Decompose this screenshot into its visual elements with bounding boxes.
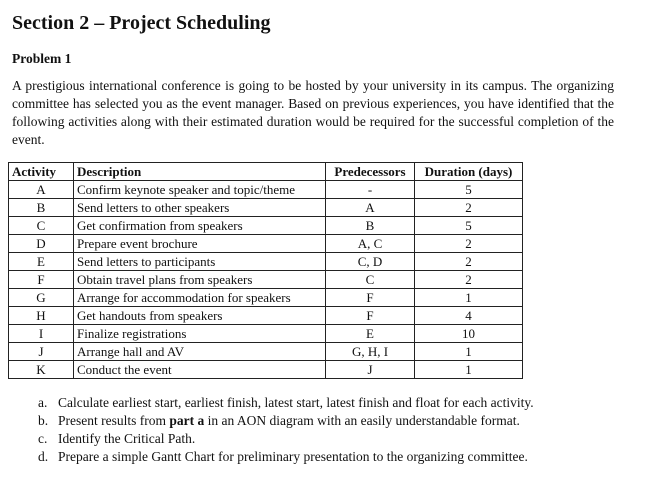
task-text-bold: part a	[169, 413, 205, 428]
cell-duration: 5	[415, 217, 523, 235]
table-row	[9, 325, 523, 343]
task-item	[38, 448, 534, 466]
table-row	[9, 289, 523, 307]
cell-predecessors: A	[326, 199, 415, 217]
cell-description: Send letters to other speakers	[74, 199, 326, 217]
cell-activity: B	[9, 199, 74, 217]
section-title: Section 2 – Project Scheduling	[12, 12, 271, 34]
table-row	[9, 217, 523, 235]
cell-description: Get confirmation from speakers	[74, 217, 326, 235]
table-row	[9, 271, 523, 289]
cell-predecessors: -	[326, 181, 415, 199]
cell-duration: 1	[415, 361, 523, 379]
table-row	[9, 361, 523, 379]
activities-table	[8, 162, 523, 379]
task-text: Prepare a simple Gantt Chart for preliminary presentation to the organizing committee.	[58, 449, 528, 464]
table-row	[9, 181, 523, 199]
cell-description: Finalize registrations	[74, 325, 326, 343]
cell-description: Conduct the event	[74, 361, 326, 379]
header-predecessors: Predecessors	[326, 163, 415, 181]
cell-predecessors: J	[326, 361, 415, 379]
cell-description: Send letters to participants	[74, 253, 326, 271]
header-duration: Duration (days)	[415, 163, 523, 181]
cell-duration: 5	[415, 181, 523, 199]
task-item	[38, 430, 534, 448]
cell-duration: 1	[415, 343, 523, 361]
cell-duration: 2	[415, 235, 523, 253]
cell-predecessors: A, C	[326, 235, 415, 253]
cell-duration: 4	[415, 307, 523, 325]
intro-paragraph: A prestigious international conference is going to be hosted by your university in its campus. The organizing committee has selected you as the event manager. Based on previous experiences, you have identified that the following activities along with their estimated duration would be required for the successful completion of the event.	[12, 78, 614, 147]
task-text-after: in an AON diagram with an easily understandable format.	[204, 413, 520, 428]
header-description: Description	[74, 163, 326, 181]
table-row	[9, 343, 523, 361]
cell-description: Arrange hall and AV	[74, 343, 326, 361]
cell-duration: 2	[415, 253, 523, 271]
task-text: Identify the Critical Path.	[58, 431, 196, 446]
task-text: Calculate earliest start, earliest finish, latest start, latest finish and float for each activity.	[58, 395, 534, 410]
task-item	[38, 412, 534, 430]
task-marker: a.	[38, 395, 48, 410]
cell-activity: G	[9, 289, 74, 307]
problem-title: Problem 1	[12, 51, 72, 66]
task-marker: b.	[38, 413, 49, 428]
cell-duration: 10	[415, 325, 523, 343]
table-row	[9, 199, 523, 217]
cell-predecessors: C	[326, 271, 415, 289]
cell-activity: D	[9, 235, 74, 253]
task-marker: d.	[38, 449, 49, 464]
task-marker: c.	[38, 431, 48, 446]
cell-duration: 2	[415, 199, 523, 217]
header-activity: Activity	[9, 163, 74, 181]
table-row	[9, 307, 523, 325]
task-list	[38, 394, 534, 466]
task-item	[38, 394, 534, 412]
cell-description: Obtain travel plans from speakers	[74, 271, 326, 289]
cell-description: Confirm keynote speaker and topic/theme	[74, 181, 326, 199]
cell-duration: 2	[415, 271, 523, 289]
cell-predecessors: B	[326, 217, 415, 235]
cell-description: Prepare event brochure	[74, 235, 326, 253]
cell-predecessors: F	[326, 307, 415, 325]
cell-activity: J	[9, 343, 74, 361]
cell-description: Arrange for accommodation for speakers	[74, 289, 326, 307]
cell-activity: E	[9, 253, 74, 271]
cell-activity: I	[9, 325, 74, 343]
table-row	[9, 235, 523, 253]
cell-activity: H	[9, 307, 74, 325]
cell-predecessors: E	[326, 325, 415, 343]
table-row	[9, 253, 523, 271]
cell-activity: A	[9, 181, 74, 199]
cell-duration: 1	[415, 289, 523, 307]
cell-predecessors: F	[326, 289, 415, 307]
table-header-row	[9, 163, 523, 181]
cell-activity: K	[9, 361, 74, 379]
cell-description: Get handouts from speakers	[74, 307, 326, 325]
cell-predecessors: G, H, I	[326, 343, 415, 361]
cell-activity: F	[9, 271, 74, 289]
cell-predecessors: C, D	[326, 253, 415, 271]
task-text-before: Present results from	[58, 413, 170, 428]
cell-activity: C	[9, 217, 74, 235]
